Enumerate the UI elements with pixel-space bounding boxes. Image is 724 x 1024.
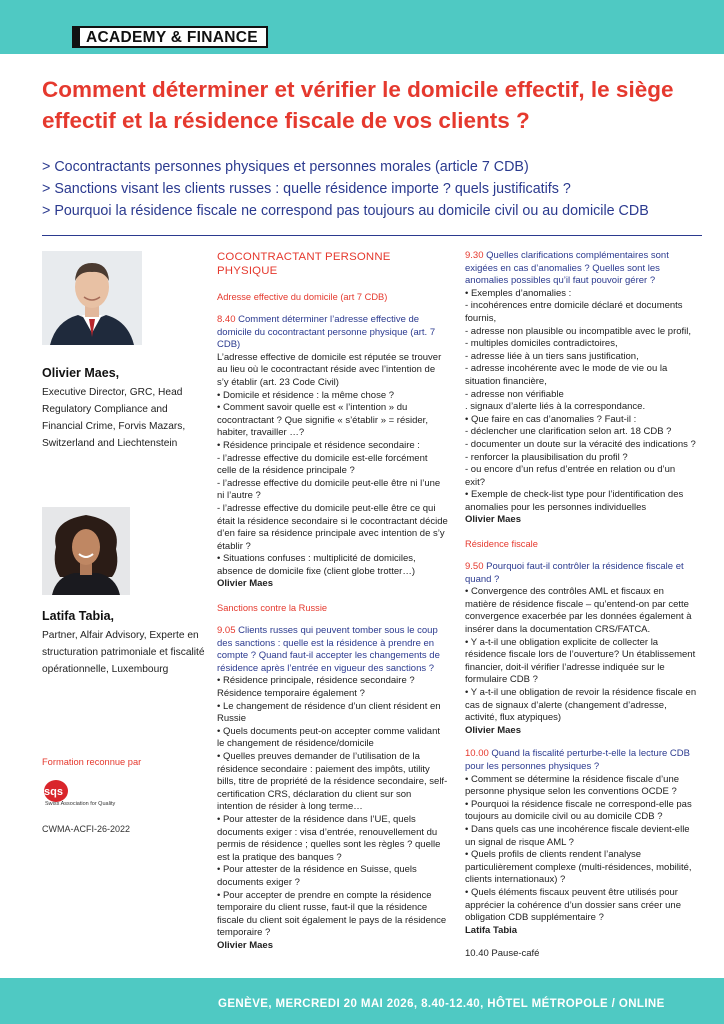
top-banner: [0, 0, 724, 54]
agenda-item-title: [217, 314, 449, 352]
agenda-item-title: [465, 250, 697, 288]
svg-text:sqs: sqs: [44, 786, 63, 798]
agenda-item-body: • Résidence principale, résidence secondaire ? Résidence temporaire également ? • Le changement de résidence d’un client résident en Russie • Quels documents peut-on accepter comme validant le changement de résidence/domicile • Quelles preuves demander de l’utilisation de la résidence secondaire : paiement des impôts, utility bills, titre de propriété de la résidence secondaire, self-certification CRS, déclaration du client sur son intention de résider à long terme… • Pour attester de la résidence dans l’UE, quels documents exiger : visa d’entrée, renouvellement du permis de résidence ; quelles sont les règles ? quelle est la pratique des banques ? • Pour attester de la résidence en Suisse, quels documents exiger ? • Pour accepter de prendre en compte la résidence temporaire du client russe, faut-il que la résidence fiscale du client soit également le pays de la résidence temporaire ?: [217, 675, 448, 939]
course-code: CWMA-ACFI-26-2022: [42, 824, 131, 834]
intro-bullet: > Cocontractants personnes physiques et personnes morales (article 7 CDB): [42, 159, 529, 175]
agenda-title-text: Comment déterminer l’adresse effective de domicile du cocontractant personne physique (art. 7 CDB): [217, 314, 436, 351]
agenda-time: 10.00: [465, 748, 489, 760]
event-details: GENÈVE, MERCREDI 20 MAI 2026, 8.40-12.40, HÔTEL MÉTROPOLE / ONLINE: [218, 998, 665, 1010]
page-title: Comment déterminer et vérifier le domicile effectif, le siège effectif et la résidence fiscale de vos clients ?: [42, 77, 674, 133]
speaker-description: Partner, Alfair Advisory, Experte en structuration patrimoniale et fiscalité opérationnelle, Luxembourg: [42, 630, 205, 675]
portrait-man-icon: [42, 251, 142, 345]
agenda-speaker: Olivier Maes: [465, 514, 521, 526]
agenda-pause: 10.40 Pause-café: [465, 948, 540, 960]
program-column-right: [465, 250, 697, 961]
agenda-item-title: [465, 748, 697, 773]
brand-label: ACADEMY & FINANCE: [86, 29, 258, 46]
subsection-label: Résidence fiscale: [465, 539, 538, 550]
agenda-speaker: Olivier Maes: [217, 578, 273, 590]
agenda-time: 8.40: [217, 314, 236, 325]
agenda-title-text: Pourquoi faut-il contrôler la résidence fiscale et quand ?: [465, 561, 684, 585]
agenda-item-body: L’adresse effective de domicile est réputée se trouver au lieu où le cocontractant réside avec l’intention de s’y établir (art. 23 Code Civil) • Domicile et résidence : la même chose ? • Comment savoir quelle est « l’intention » du cocontractant ? Que signifie « s’établir » = résider, habiter, travailler …? • Résidence principale et résidence secondaire : - l’adresse effective du domicile est-elle forcément celle de la résidence principale ? - l’adresse effective du domicile peut-elle être ni l’une ni l’autre ? - l’adresse effective du domicile peut-elle être ce qui était la résidence secondaire si le cocontractant décide d’en faire sa résidence principale avec intention de s’y établir ? • Situations confuses : multiplicité de domiciles, absence de domicile fixe (client globe trotter…): [217, 351, 448, 577]
intro-bullet: > Sanctions visant les clients russes : quelle résidence importe ? quels justificatifs ?: [42, 181, 571, 197]
agenda-item-title: [217, 625, 449, 675]
sqs-subtitle: Swiss Association for Quality: [45, 801, 116, 807]
agenda-title-text: Clients russes qui peuvent tomber sous le coup des sanctions : quelle est la résidence à prendre en compte ? Quand faut-il accepter les changements de résidence après l’entrée en vigueur des sanctions ?: [217, 625, 440, 674]
speaker-name: Latifa Tabia,: [42, 609, 115, 623]
agenda-title-text: Quelles clarifications complémentaires sont exigées en cas d’anomalies ? Quelles sont les anomalies possibles qu’il faut pouvoir gérer ?: [465, 250, 669, 287]
agenda-time: 9.05: [217, 625, 236, 637]
intro-bullets: [42, 156, 712, 222]
agenda-time: 9.30: [465, 250, 484, 261]
agenda-title-text: Quand la fiscalité perturbe-t-elle la lecture CDB pour les personnes physiques ?: [465, 748, 690, 772]
agenda-speaker: Latifa Tabia: [465, 924, 518, 936]
portrait-woman-icon: [42, 507, 130, 595]
intro-bullet: > Pourquoi la résidence fiscale ne correspond pas toujours au domicile civil ou au domicile CDB: [42, 203, 649, 219]
agenda-time: 9.50: [465, 561, 484, 573]
speaker-name: Olivier Maes,: [42, 366, 120, 380]
program-column-middle: [217, 250, 449, 964]
subsection-label: Adresse effective du domicile (art 7 CDB): [217, 292, 388, 302]
agenda-speaker: Olivier Maes: [465, 724, 521, 736]
section-heading: COCONTRACTANT PERSONNE PHYSIQUE: [217, 251, 391, 277]
agenda-item-body: • Comment se détermine la résidence fiscale d’une personne physique selon les conventions OCDE ? • Pourquoi la résidence fiscale ne correspond-elle pas toujours au domicile civil ou au domicile CDB ? • Dans quels cas une incohérence fiscale devient-elle un signal de risque AML ? • Quels profils de clients rendent l’analyse particulièrement complexe (multi-résidences, mobilité, clients internationaux) ? • Quels éléments fiscaux peuvent être utilisés pour apprécier la cohérence d’un dossier sans créer une obligation CDB supplémentaire ?: [465, 773, 692, 924]
brand-box: [72, 26, 268, 48]
agenda-item-body: • Exemples d’anomalies : - incohérences entre domicile déclaré et documents fournis, - adresse non plausible ou incompatible avec le profil, - multiples domiciles contradictoires, - adresse liée à un tiers sans justification, - adresse incohérente avec le mode de vie ou la situation financière, - adresse non vérifiable . signaux d’alerte liés à la correspondance. • Que faire en cas d’anomalies ? Faut-il : - déclencher une clarification selon art. 18 CDB ? - documenter un doute sur la véracité des indications ? - renforcer la plausibilisation du profil ? - ou encore d’un refus d’entrée en relation ou d’un exit? • Exemple de check-list type pour l’identification des anomalies pour les personnes individuelles: [465, 287, 696, 513]
accreditation-label: Formation reconnue par: [42, 757, 142, 767]
subsection-label: Sanctions contre la Russie: [217, 603, 328, 614]
speaker-description: Executive Director, GRC, Head Regulatory Compliance and Financial Crime, Forvis Mazars, Switzerland and Liechtenstein: [42, 387, 186, 449]
agenda-item-body: • Convergence des contrôles AML et fiscaux en matière de résidence fiscale – qu’entend-on par cette convergence exacerbée par les données également à insérer dans la documentation CRS/FATCA. • Y a-t-il une obligation explicite de collecter la résidence fiscale lors de l’ouverture? Un établissement financier, doit-il vérifier l’adresse indiquée sur le formulaire CDB ? • Y a-t-il une obligation de revoir la résidence fiscale en cas de signaux d’alerte (changement d’adresse, activité, flux atypiques): [465, 586, 697, 724]
section-divider: [42, 235, 702, 236]
agenda-item-title: [465, 561, 697, 586]
speaker-photo-latifa: [42, 507, 130, 595]
agenda-speaker: Olivier Maes: [217, 939, 273, 951]
footer-banner: [0, 978, 724, 1024]
speaker-photo-olivier: [42, 251, 142, 345]
